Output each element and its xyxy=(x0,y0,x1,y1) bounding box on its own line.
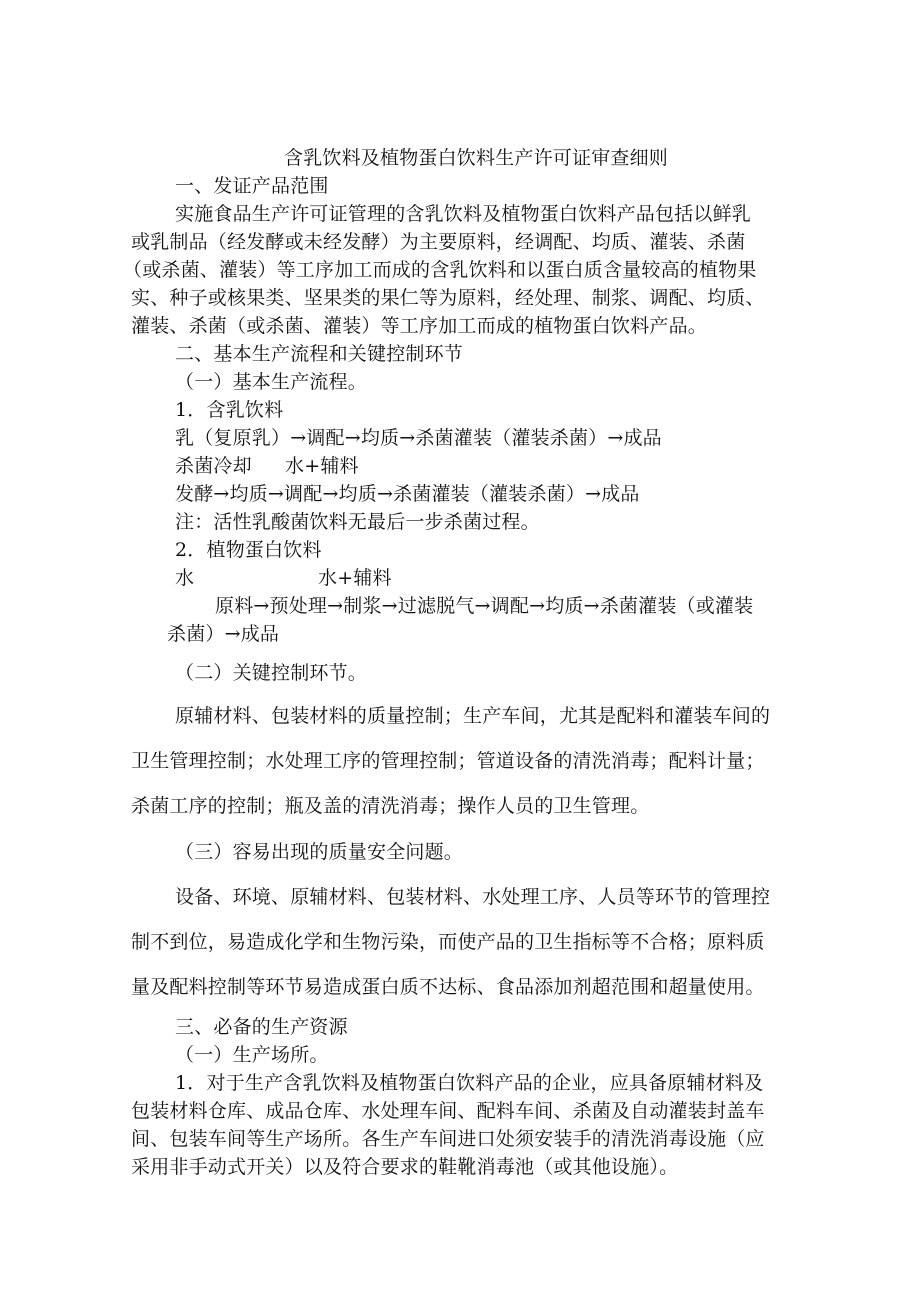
flow-plant-line: 原料→预处理→制浆→过滤脱气→调配→均质→杀菌灌装（或灌装 xyxy=(215,595,754,617)
section2-sub2: （二）关键控制环节。 xyxy=(175,662,368,684)
flow-plant-label-a: 水 xyxy=(175,567,195,589)
section1-heading: 一、发证产品范围 xyxy=(175,175,329,197)
flow-dairy-label-b: 水+辅料 xyxy=(285,455,359,477)
section2-heading: 二、基本生产流程和关键控制环节 xyxy=(175,343,464,365)
section3-heading: 三、必备的生产资源 xyxy=(175,1016,348,1038)
document-title: 含乳饮料及植物蛋白饮料生产许可证审查细则 xyxy=(284,147,669,169)
section2-sub1: （一）基本生产流程。 xyxy=(175,371,368,393)
flow-fermented-line: 发酵→均质→调配→均质→杀菌灌装（灌装杀菌）→成品 xyxy=(175,483,640,505)
section2-item2: 2．植物蛋白饮料 xyxy=(175,539,322,561)
section3-paragraph-line: 包装材料仓库、成品仓库、水处理车间、配料车间、杀菌及自动灌装封盖车 xyxy=(131,1100,765,1122)
section2-sub3: （三）容易出现的质量安全问题。 xyxy=(175,841,464,863)
section3-paragraph-line: 间、包装车间等生产场所。各生产车间进口处须安装手的清洗消毒设施（应 xyxy=(131,1128,765,1150)
section3-paragraph-line: 1．对于生产含乳饮料及植物蛋白饮料产品的企业，应具备原辅材料及 xyxy=(175,1072,764,1094)
quality-issue-line: 设备、环境、原辅材料、包装材料、水处理工序、人员等环节的管理控 xyxy=(175,886,771,908)
section1-paragraph-line: （或杀菌、灌装）等工序加工而成的含乳饮料和以蛋白质含量较高的植物果 xyxy=(123,259,757,281)
section3-paragraph-line: 采用非手动式开关）以及符合要求的鞋靴消毒池（或其他设施）。 xyxy=(131,1156,679,1178)
flow-dairy-label-a: 杀菌冷却 xyxy=(175,455,252,477)
flow-note: 注：活性乳酸菌饮料无最后一步杀菌过程。 xyxy=(175,511,540,533)
section1-paragraph-line: 实施食品生产许可证管理的含乳饮料及植物蛋白饮料产品包括以鲜乳 xyxy=(175,203,752,225)
key-control-line: 卫生管理控制；水处理工序的管理控制；管道设备的清洗消毒；配料计量； xyxy=(131,750,765,772)
section3-sub1: （一）生产场所。 xyxy=(175,1044,329,1066)
quality-issue-line: 量及配料控制等环节易造成蛋白质不达标、食品添加剂超范围和超量使用。 xyxy=(131,976,765,998)
flow-dairy-line: 乳（复原乳）→调配→均质→杀菌灌装（灌装杀菌）→成品 xyxy=(175,427,662,449)
key-control-line: 杀菌工序的控制；瓶及盖的清洗消毒；操作人员的卫生管理。 xyxy=(131,795,650,817)
section2-item1: 1．含乳饮料 xyxy=(175,399,284,421)
section1-paragraph-line: 灌装、杀菌（或杀菌、灌装）等工序加工而成的植物蛋白饮料产品。 xyxy=(131,315,708,337)
key-control-line: 原辅材料、包装材料的质量控制；生产车间，尤其是配料和灌装车间的 xyxy=(175,705,771,727)
section1-paragraph-line: 或乳制品（经发酵或未经发酵）为主要原料，经调配、均质、灌装、杀菌 xyxy=(131,231,746,253)
flow-plant-label-b: 水+辅料 xyxy=(318,567,392,589)
quality-issue-line: 制不到位，易造成化学和生物污染，而使产品的卫生指标等不合格；原料质 xyxy=(131,931,765,953)
flow-plant-line: 杀菌）→成品 xyxy=(167,623,280,645)
section1-paragraph-line: 实、种子或核果类、坚果类的果仁等为原料，经处理、制浆、调配、均质、 xyxy=(131,287,765,309)
